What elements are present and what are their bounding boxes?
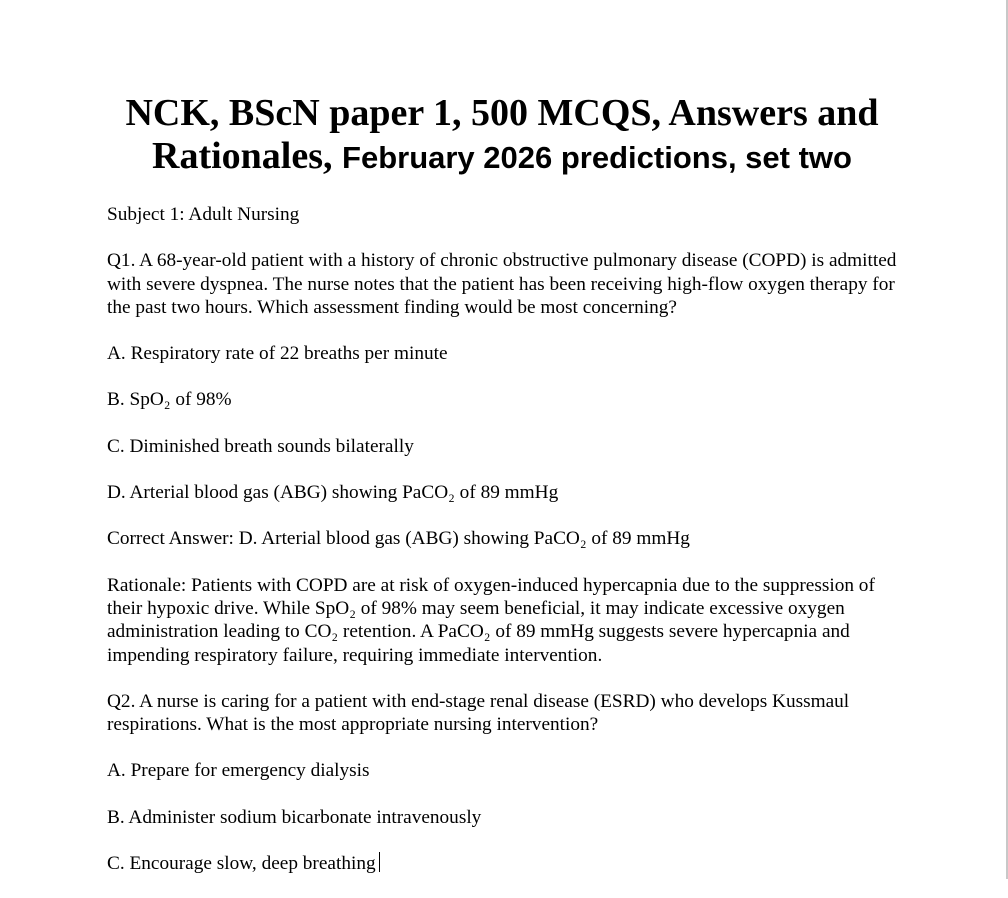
question-1-rationale: Rationale: Patients with COPD are at risk of oxygen-induced hypercapnia due to the suppression of their hypoxic drive. While SpO₂ of 98% may seem beneficial, it may indicate excessive oxygen administration leading to CO₂ retention. A PaCO₂ of 89 mmHg suggests severe hypercapnia and impending respiratory failure, requiring immediate intervention. <box>107 574 875 666</box>
question-1-answer: Correct Answer: D. Arterial blood gas (ABG) showing PaCO₂ of 89 mmHg <box>107 528 690 550</box>
title-line-2-serif: Rationales, <box>152 135 333 177</box>
question-2-stem: Q2. A nurse is caring for a patient with end-stage renal disease (ESRD) who develops Kussmaul respirations. What is the most appropriate nursing intervention? <box>107 690 850 736</box>
question-2-option-a: A. Prepare for emergency dialysis <box>107 760 370 782</box>
title-line-2 <box>107 135 897 179</box>
title-line-2-sans: February 2026 predictions, set two <box>342 140 852 175</box>
question-1-option-b: B. SpO₂ of 98% <box>107 389 232 411</box>
question-1-stem: Q1. A 68-year-old patient with a history of chronic obstructive pulmonary disease (COPD) is admitted with severe dyspnea. The nurse notes that the patient has been receiving high-flow oxygen therapy for the past two hours. Which assessment finding would be most concerning? <box>107 250 897 318</box>
question-1-option-d: D. Arterial blood gas (ABG) showing PaCO₂ of 89 mmHg <box>107 482 559 504</box>
document-title <box>107 92 897 179</box>
title-line-1: NCK, BScN paper 1, 500 MCQS, Answers and <box>125 92 879 134</box>
question-2-option-c-line <box>107 852 897 875</box>
question-2-option-b: B. Administer sodium bicarbonate intravenously <box>107 806 482 828</box>
text-cursor <box>379 852 380 872</box>
question-2-option-c: C. Encourage slow, deep breathing <box>107 853 376 875</box>
question-1-option-a: A. Respiratory rate of 22 breaths per minute <box>107 343 448 365</box>
subject-heading: Subject 1: Adult Nursing <box>107 204 300 225</box>
question-1-option-c: C. Diminished breath sounds bilaterally <box>107 435 414 457</box>
document-body[interactable] <box>107 92 897 898</box>
